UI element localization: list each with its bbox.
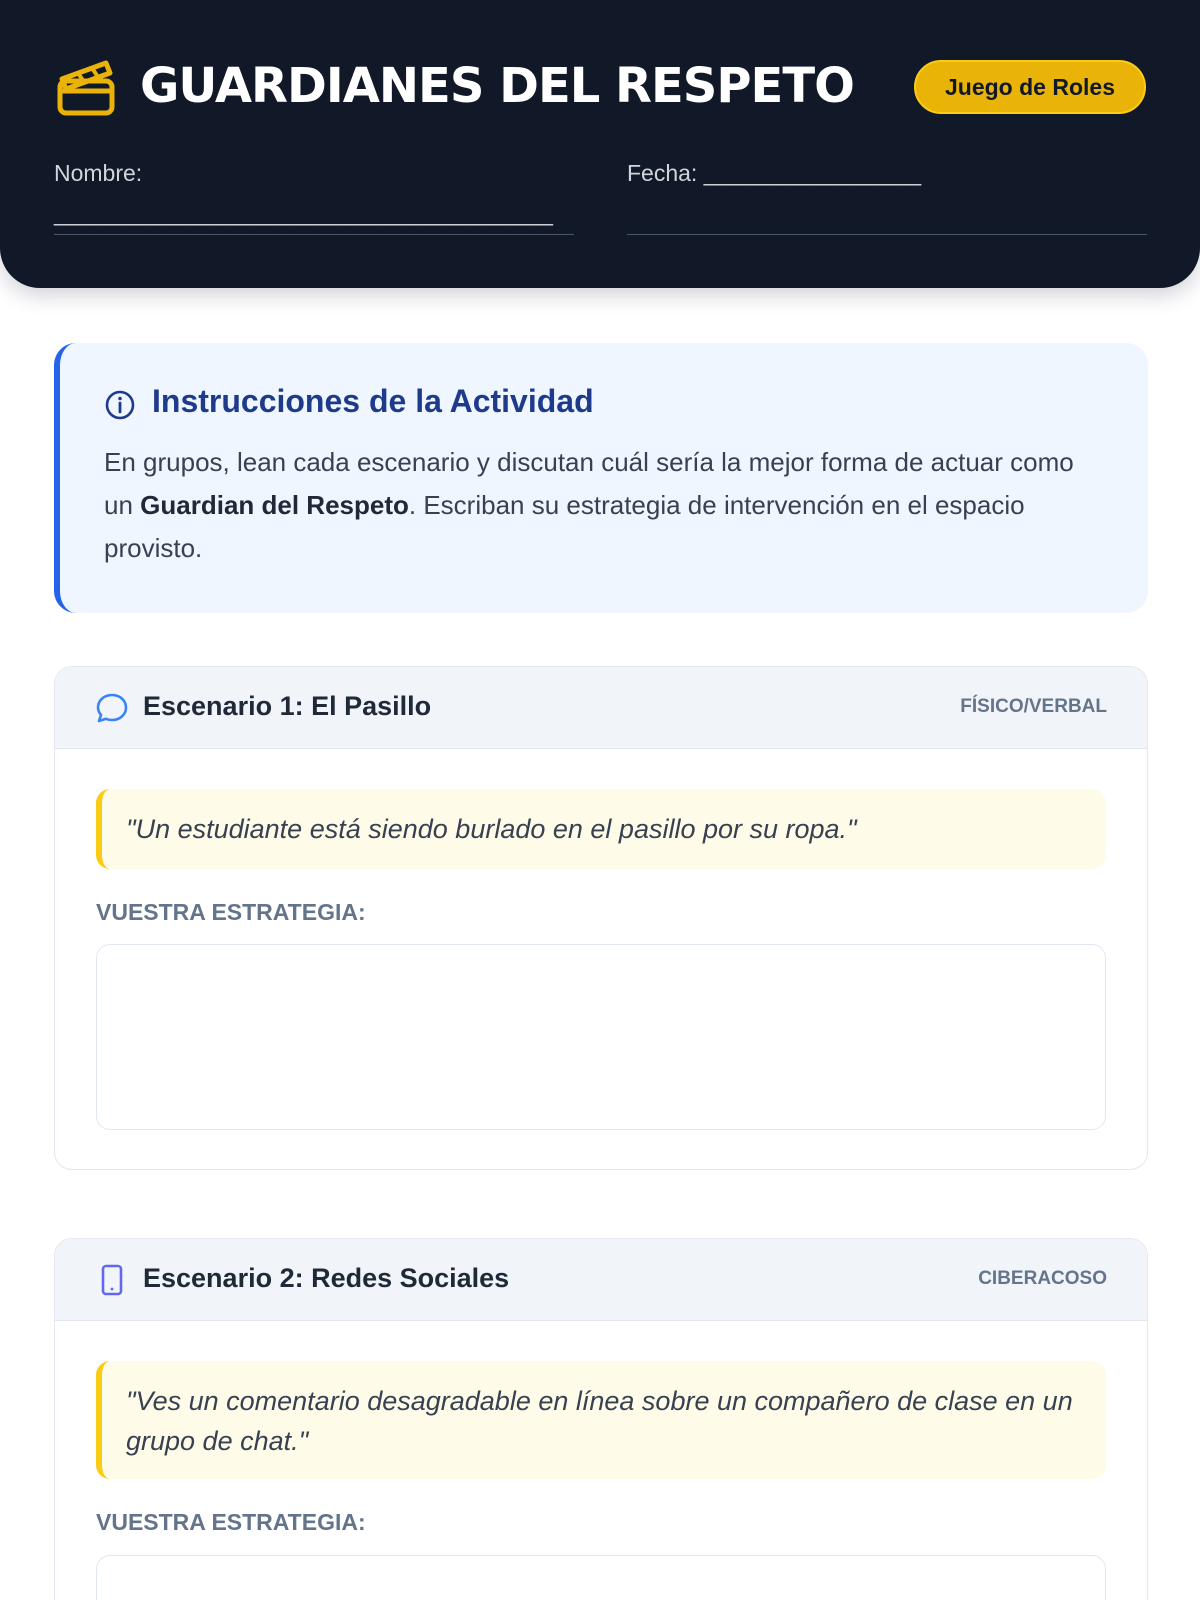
strategy-answer-box[interactable]	[96, 944, 1106, 1130]
name-blank[interactable]: _______________________________________	[54, 200, 553, 226]
strategy-answer-box[interactable]	[96, 1555, 1106, 1600]
chat-bubble-icon	[95, 691, 129, 725]
scenario-title: Escenario 1: El Pasillo	[143, 691, 432, 721]
scenario-category-tag: CIBERACOSO	[978, 1268, 1107, 1289]
scenario-card	[54, 1238, 1148, 1600]
instructions-highlight: Guardian del Respeto	[140, 490, 409, 520]
activity-type-badge: Juego de Roles	[914, 60, 1146, 114]
instructions-title: Instrucciones de la Actividad	[152, 383, 594, 419]
scenario-category-tag: FÍSICO/VERBAL	[960, 696, 1107, 717]
instructions-text	[104, 441, 1104, 570]
instructions-text-part: . Escriban su estrategia de intervención en el espacio provisto.	[104, 490, 1025, 563]
smartphone-icon	[95, 1263, 129, 1297]
scenario-card	[54, 666, 1148, 1170]
scenario-header	[55, 1239, 1147, 1321]
worksheet-header	[0, 0, 1200, 288]
scenario-quote: "Ves un comentario desagradable en línea sobre un compañero de clase en un grupo de chat."	[96, 1361, 1106, 1479]
name-field-line	[54, 234, 574, 235]
instructions-box	[54, 343, 1148, 613]
strategy-label: VUESTRA ESTRATEGIA:	[96, 899, 366, 925]
scenario-title: Escenario 2: Redes Sociales	[143, 1263, 510, 1293]
info-icon	[104, 389, 136, 421]
date-field-line	[627, 234, 1147, 235]
strategy-label: VUESTRA ESTRATEGIA:	[96, 1509, 366, 1535]
date-field[interactable]: Fecha: _________________	[627, 160, 922, 186]
scenario-header	[55, 667, 1147, 749]
scenario-quote: "Un estudiante está siendo burlado en el pasillo por su ropa."	[96, 789, 1106, 869]
instructions-text-part: En grupos, lean cada escenario y discutan cuál sería la mejor forma de actuar como un	[104, 447, 1074, 520]
clapperboard-icon	[56, 57, 116, 117]
name-label: Nombre:	[54, 160, 143, 186]
page-title: GUARDIANES DEL RESPETO	[140, 58, 854, 114]
